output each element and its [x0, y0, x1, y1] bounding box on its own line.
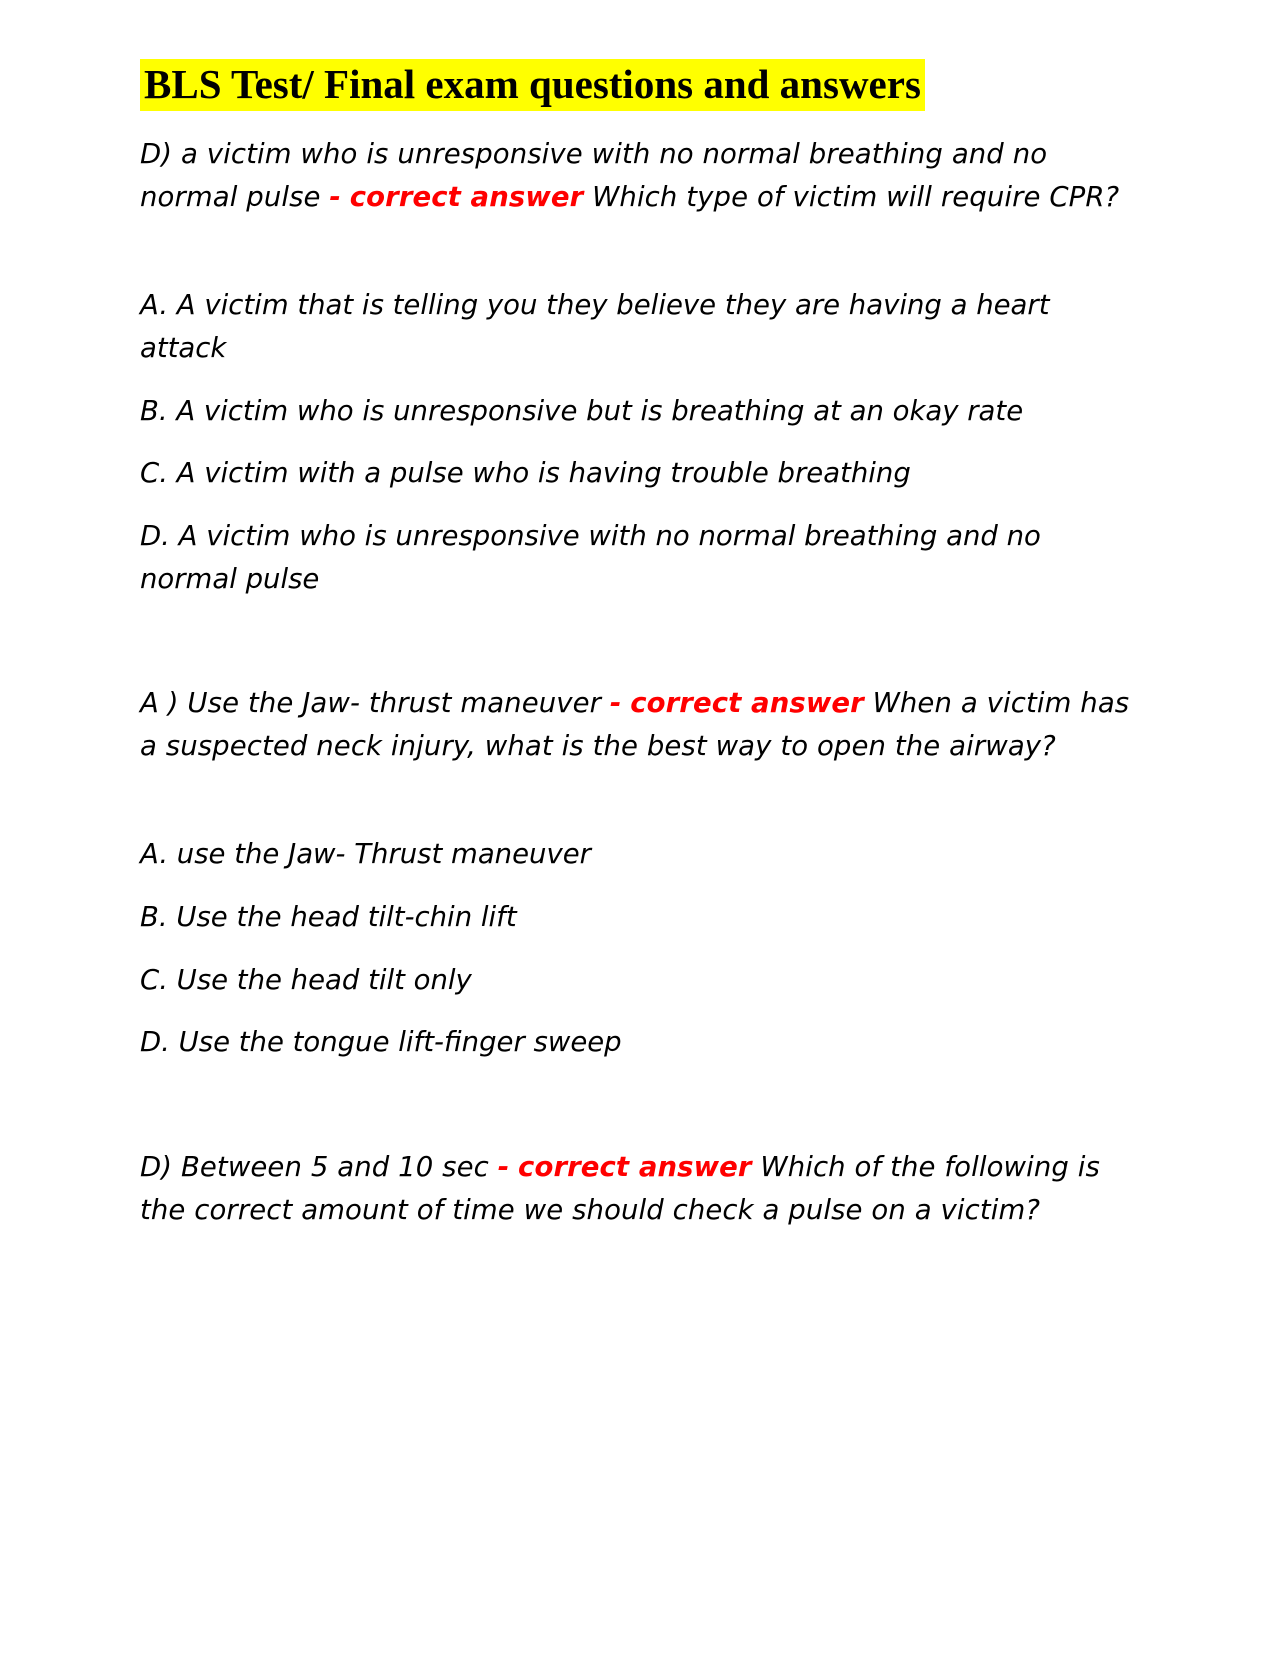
question-text-2: When a victim has a suspected neck injury, what is the best way to open the airway?: [140, 687, 1130, 762]
correct-answer-tag-1: correct answer: [349, 180, 584, 213]
answer-prefix-3: D) Between 5 and 10 sec: [140, 1150, 489, 1183]
spacer: [140, 620, 1140, 682]
option-item: A. A victim that is telling you they believe they are having a heart attack: [140, 289, 1050, 365]
option-item: A. use the Jaw- Thrust maneuver: [140, 838, 591, 871]
answer-prefix-2: A ) Use the Jaw- thrust maneuver: [140, 687, 602, 720]
correct-answer-tag-3: correct answer: [518, 1150, 752, 1183]
spacer: [140, 781, 1140, 833]
answer-dash-2: -: [609, 687, 622, 720]
answer-prefix-1: D) a victim who is unresponsive with no normal breathing and no normal pulse: [140, 138, 1048, 213]
option-item: D. A victim who is unresponsive with no normal breathing and no normal pulse: [140, 519, 1041, 595]
answer-line-3: [140, 1146, 1140, 1231]
question-text-1: Which type of victim will require CPR?: [592, 180, 1120, 213]
option-item: B. Use the head tilt-chin lift: [140, 901, 517, 934]
page-title-text: BLS Test/ Final exam questions and answers: [140, 59, 925, 111]
answer-dash-1: -: [329, 180, 341, 213]
correct-answer-tag-2: correct answer: [630, 687, 864, 720]
option-item: C. Use the head tilt only: [140, 963, 472, 996]
page-title: [140, 60, 1140, 127]
question-block-1: [140, 133, 1140, 600]
question-block-3: [140, 1146, 1140, 1231]
answer-dash-3: -: [497, 1150, 510, 1183]
option-item: D. Use the tongue lift-finger sweep: [140, 1026, 622, 1059]
spacer: [140, 232, 1140, 284]
spacer: [140, 1084, 1140, 1146]
option-item: C. A victim with a pulse who is having trouble breathing: [140, 457, 911, 490]
question-text-3: Which of the following is the correct amount of time we should check a pulse on a victim?: [140, 1150, 1100, 1226]
answer-line-1: [140, 133, 1140, 218]
option-item: B. A victim who is unresponsive but is breathing at an okay rate: [140, 394, 1024, 427]
question-block-2: [140, 682, 1140, 1064]
answer-line-2: [140, 682, 1140, 767]
